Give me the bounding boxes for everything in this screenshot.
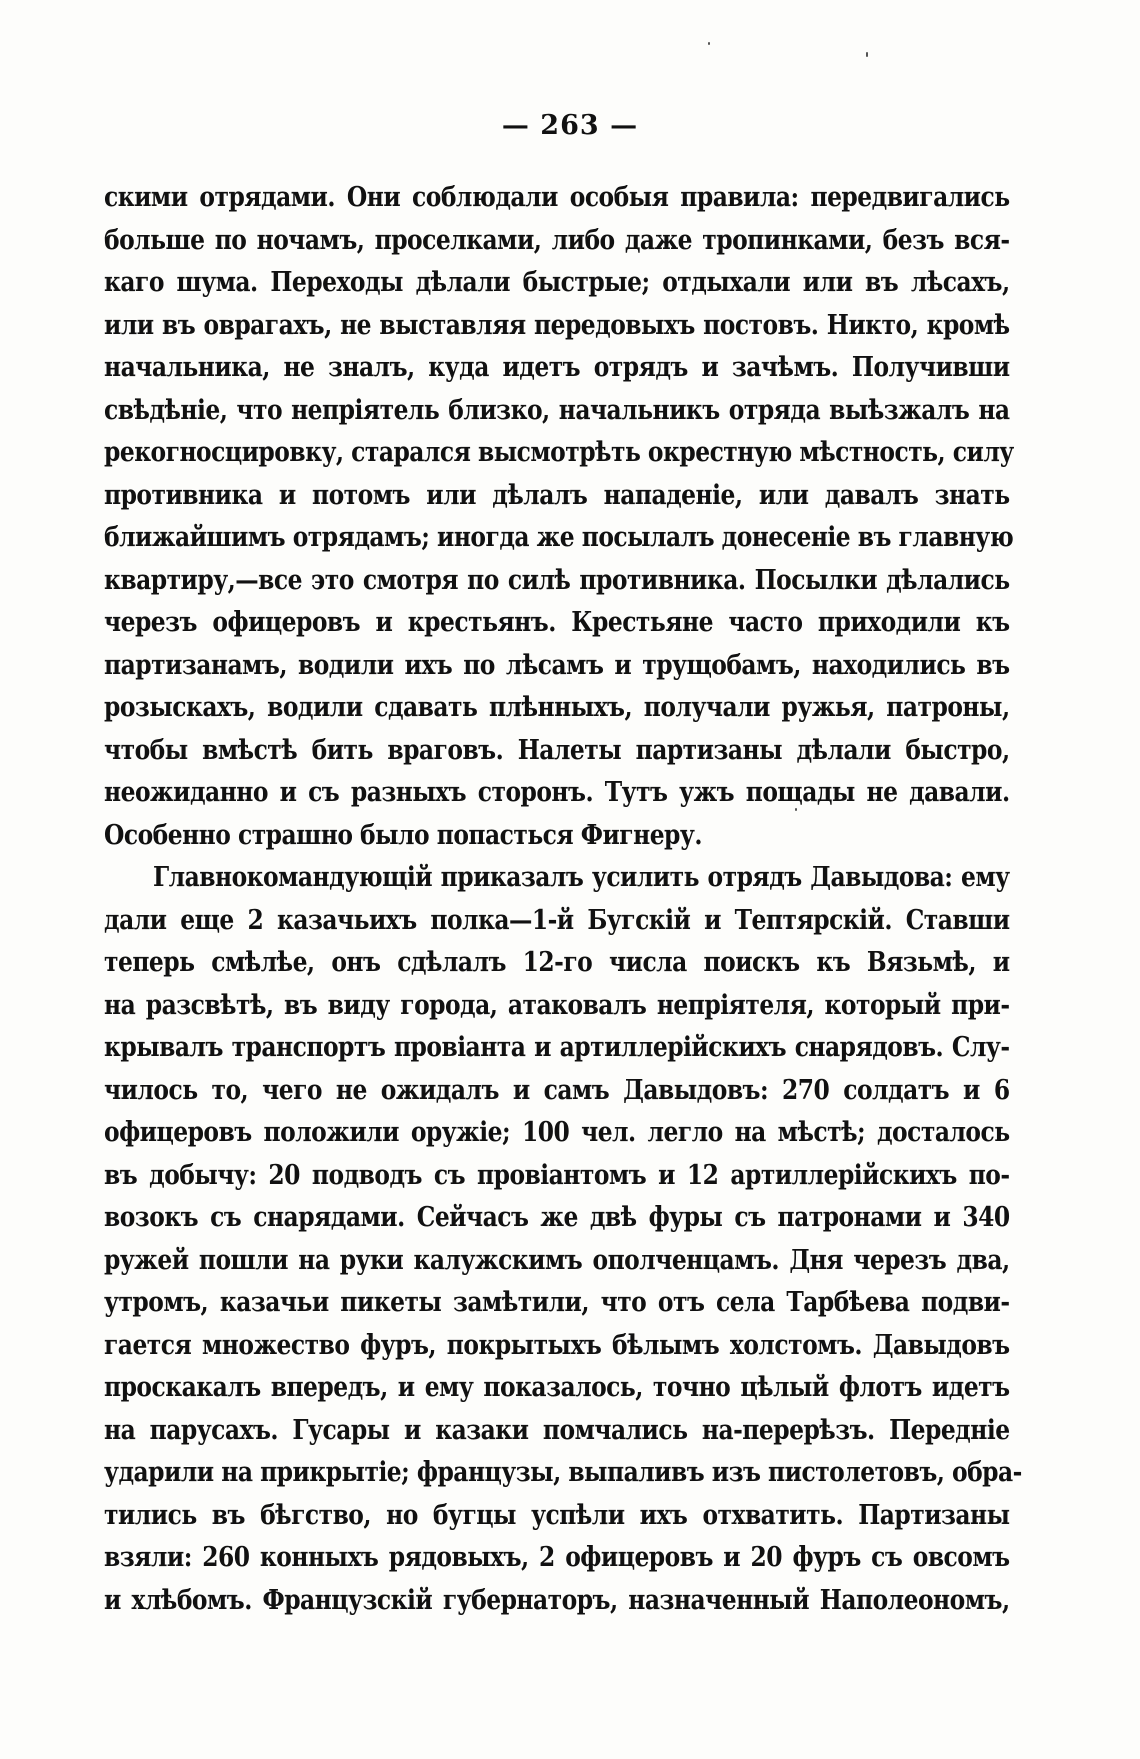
ink-speck xyxy=(708,42,710,45)
text-line: черезъ офицеровъ и крестьянъ. Крестьяне часто приходили къ xyxy=(104,606,1010,638)
text-line: въ добычу: 20 подводъ съ провіантомъ и 12 артиллерійскихъ по- xyxy=(104,1158,1010,1191)
text-line: возокъ съ снарядами. Сейчасъ же двѣ фуры съ патронами и 340 xyxy=(104,1201,1010,1233)
body-text xyxy=(104,176,1022,1621)
text-line: чтобы вмѣстѣ бить враговъ. Налеты партизаны дѣлали быстро, xyxy=(104,733,1010,766)
text-line: ближайшимъ отрядамъ; иногда же посылалъ донесеніе въ главную xyxy=(104,521,1014,553)
text-line: каго шума. Переходы дѣлали быстрые; отдыхали или въ лѣсахъ, xyxy=(104,266,1010,298)
text-line: офицеровъ положили оружіе; 100 чел. легло на мѣстѣ; досталось xyxy=(104,1116,1010,1148)
text-line: квартиру,—все это смотря по силѣ противника. Посылки дѣлались xyxy=(104,563,1010,596)
text-line: ружей пошли на руки калужскимъ ополченцамъ. Дня черезъ два, xyxy=(104,1243,1010,1276)
ink-speck xyxy=(866,52,868,57)
text-line: Главнокомандующій приказалъ усилить отрядъ Давыдова: ему xyxy=(153,861,1010,893)
text-line: или въ оврагахъ, не выставляя передовыхъ постовъ. Никто, кромѣ xyxy=(104,308,1010,341)
text-line: утромъ, казачьи пикеты замѣтили, что отъ села Тарбѣева подви- xyxy=(104,1286,1010,1318)
page-number: — 263 — xyxy=(501,110,639,141)
text-line: начальника, не зналъ, куда идетъ отрядъ и зачѣмъ. Получивши xyxy=(104,351,1010,383)
text-line: тились въ бѣгство, но бугцы успѣли ихъ отхватить. Партизаны xyxy=(104,1498,1010,1531)
text-line: рекогносцировку, старался высмотрѣть окрестную мѣстность, силу xyxy=(104,436,1014,468)
text-line: на разсвѣтѣ, въ виду города, атаковалъ непріятеля, который при- xyxy=(104,988,1010,1021)
text-line: на парусахъ. Гусары и казаки помчались на-перерѣзъ. Передніе xyxy=(104,1413,1010,1446)
text-line: проскакалъ впередъ, и ему показалось, точно цѣлый флотъ идетъ xyxy=(104,1371,1010,1403)
text-line: больше по ночамъ, проселками, либо даже тропинками, безъ вся- xyxy=(104,223,1010,256)
text-line: противника и потомъ или дѣлалъ нападеніе, или давалъ знать xyxy=(104,478,1010,511)
text-line: розыскахъ, водили сдавать плѣнныхъ, получали ружья, патроны, xyxy=(104,691,1010,723)
text-line: теперь смѣлѣе, онъ сдѣлалъ 12-го числа поискъ къ Вязьмѣ, и xyxy=(104,946,1010,978)
text-line: крывалъ транспортъ провіанта и артиллерійскихъ снарядовъ. Слу- xyxy=(104,1031,1010,1063)
text-line: чилось то, чего не ожидалъ и самъ Давыдовъ: 270 солдатъ и 6 xyxy=(104,1073,1010,1106)
text-line: скими отрядами. Они соблюдали особыя правила: передвигались xyxy=(104,181,1010,213)
text-line: Особенно страшно было попасться Фигнеру. xyxy=(104,818,702,851)
text-line: взяли: 260 конныхъ рядовыхъ, 2 офицеровъ и 20 фуръ съ овсомъ xyxy=(104,1541,1010,1573)
text-line: дали еще 2 казачьихъ полка—1-й Бугскій и Тептярскій. Ставши xyxy=(104,903,1010,936)
text-line: неожиданно и съ разныхъ сторонъ. Тутъ ужъ пощады не давали. xyxy=(104,776,1010,808)
text-line: ударили на прикрытіе; французы, выпаливъ изъ пистолетовъ, обра- xyxy=(104,1456,1022,1488)
text-line: партизанамъ, водили ихъ по лѣсамъ и трущобамъ, находились въ xyxy=(104,648,1010,681)
text-line: свѣдѣніе, что непріятель близко, начальникъ отряда выѣзжалъ на xyxy=(104,393,1010,426)
text-line: и хлѣбомъ. Французскій губернаторъ, назначенный Наполеономъ, xyxy=(104,1583,1010,1616)
text-line: гается множество фуръ, покрытыхъ бѣлымъ холстомъ. Давыдовъ xyxy=(104,1328,1010,1361)
